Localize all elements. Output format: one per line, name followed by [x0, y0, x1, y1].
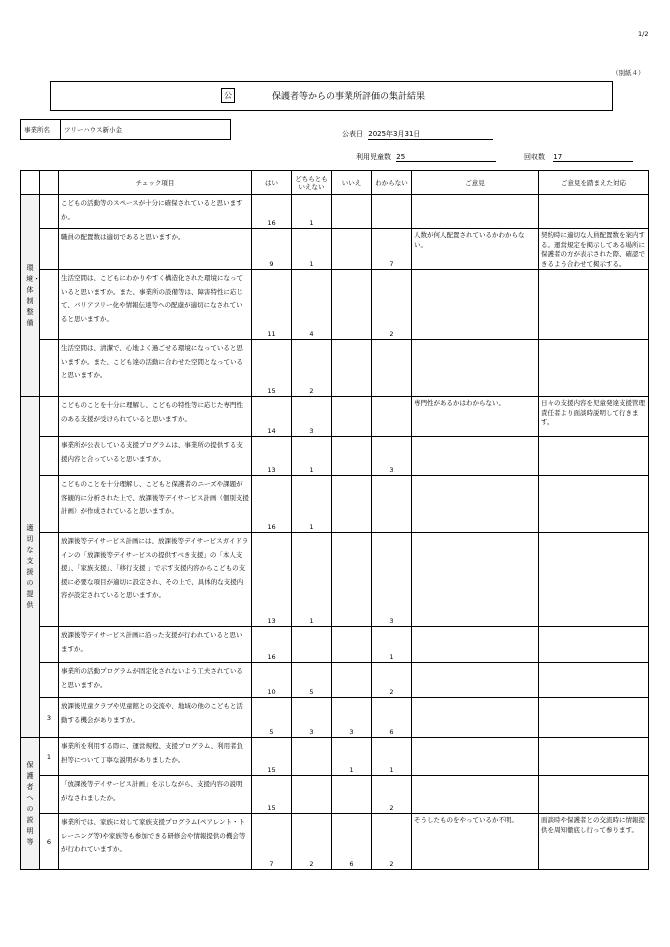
response-text: [539, 738, 649, 776]
count-yes: 14: [252, 397, 292, 437]
table-row: [21, 627, 649, 663]
office-label: 事業所名: [21, 120, 61, 140]
count-no: [332, 340, 372, 397]
count-yes: 15: [252, 340, 292, 397]
count-neither: 3: [292, 397, 332, 437]
response-text: [539, 698, 649, 738]
count-unknown: [372, 476, 412, 533]
header-no: いいえ: [332, 171, 372, 195]
check-item-text: 放課後等デイサービス計画に沿った支援が行われていると思いますか。: [59, 627, 252, 663]
count-no: [332, 663, 372, 698]
item-number: [40, 229, 59, 270]
table-row: [21, 195, 649, 229]
count-no: 1: [332, 738, 372, 776]
response-text: [539, 340, 649, 397]
table-row: [21, 270, 649, 340]
count-no: [332, 229, 372, 270]
count-unknown: 2: [372, 270, 412, 340]
office-table: [20, 119, 231, 140]
count-no: [332, 195, 372, 229]
opinion-text: [412, 776, 539, 814]
table-body: [21, 195, 649, 870]
count-unknown: 1: [372, 627, 412, 663]
count-neither: [292, 627, 332, 663]
item-number: [40, 270, 59, 340]
check-item-text: こどものことを十分理解し、こどもと保護者のニーズや課題が客観的に分析された上で、放課後等デイサービス計画（個別支援計画）が作成されていると思いますか。: [59, 476, 252, 533]
table-row: [21, 738, 649, 776]
attachment-label: （別紙４）: [612, 69, 645, 77]
response-text: [539, 663, 649, 698]
check-item-text: こどもの活動等のスペースが十分に確保されていると思いますか。: [59, 195, 252, 229]
children-count-label: 利用児童数: [356, 153, 391, 161]
opinion-text: [412, 270, 539, 340]
count-yes: 10: [252, 663, 292, 698]
count-no: 3: [332, 698, 372, 738]
count-no: [332, 776, 372, 814]
count-unknown: 2: [372, 776, 412, 814]
table-row: [21, 476, 649, 533]
count-unknown: 1: [372, 738, 412, 776]
count-no: [332, 437, 372, 476]
header-opinion: ご意見: [412, 171, 539, 195]
count-yes: 11: [252, 270, 292, 340]
check-item-text: こどものことを十分に理解し、こどもの特性等に応じた専門性のある支援が受けられていると思いますか。: [59, 397, 252, 437]
publication-date: 2025年3月31日: [368, 129, 493, 140]
item-number: 6: [40, 814, 59, 870]
header-neither: どちらとも いえない: [292, 171, 332, 195]
header-unknown: わからない: [372, 171, 412, 195]
count-unknown: 3: [372, 533, 412, 627]
count-neither: 1: [292, 533, 332, 627]
table-row: [21, 437, 649, 476]
check-item-text: 事業所の活動プログラムが固定化されないよう工夫されていると思いますか。: [59, 663, 252, 698]
opinion-text: そうしたものをやっているか不明。: [412, 814, 539, 870]
response-text: 契約時に適切な人員配置数を案内する。運営規定を掲示してある場所に保護者の方が表示された際、確認できるよう合わせて掲示する。: [539, 229, 649, 270]
count-neither: 3: [292, 698, 332, 738]
children-count: 25: [396, 153, 496, 162]
section-label: 適切な支援の提供: [21, 397, 40, 738]
table-row: [21, 533, 649, 627]
opinion-text: [412, 738, 539, 776]
header-check-item: チェック項目: [59, 171, 252, 195]
count-yes: 15: [252, 776, 292, 814]
check-item-text: 放課後児童クラブや児童館との交流や、地域の他のこどもと活動する機会がありますか。: [59, 698, 252, 738]
count-unknown: [372, 397, 412, 437]
count-unknown: 7: [372, 229, 412, 270]
item-number: 3: [40, 698, 59, 738]
count-yes: 7: [252, 814, 292, 870]
page-title: 保護者等からの事業所評価の集計結果: [272, 92, 426, 102]
opinion-text: 人数が何人配置されているかわからない。: [412, 229, 539, 270]
publication-date-row: [342, 129, 493, 140]
count-neither: 5: [292, 663, 332, 698]
count-yes: 5: [252, 698, 292, 738]
count-neither: 1: [292, 229, 332, 270]
evaluation-table: [20, 170, 649, 870]
header-response: ご意見を踏まえた対応: [539, 171, 649, 195]
count-unknown: 6: [372, 698, 412, 738]
response-text: [539, 270, 649, 340]
table-row: [21, 663, 649, 698]
count-unknown: 3: [372, 437, 412, 476]
title-mark: 公: [221, 88, 235, 103]
opinion-text: 専門性があるかはわからない。: [412, 397, 539, 437]
check-item-text: 「放課後等デイサービス計画」を示しながら、支援内容の説明がなされましたか。: [59, 776, 252, 814]
office-name: ツリーハウス新小金: [61, 120, 231, 140]
check-item-text: 事業所では、家族に対して家族支援プログラム(ペアレント・トレーニング等)や家族等も参加できる研修会や情報提供の機会等が行われていますか。: [59, 814, 252, 870]
opinion-text: [412, 627, 539, 663]
opinion-text: [412, 663, 539, 698]
item-number: [40, 476, 59, 533]
title-box: [50, 81, 613, 111]
count-no: [332, 476, 372, 533]
item-number: [40, 533, 59, 627]
count-no: [332, 627, 372, 663]
item-number: 1: [40, 738, 59, 776]
table-row: [21, 776, 649, 814]
count-no: [332, 533, 372, 627]
count-neither: [292, 738, 332, 776]
count-no: [332, 397, 372, 437]
responses-count-label: 回収数: [524, 153, 545, 161]
check-item-text: 生活空間は、こどもにわかりやすく構造化された環境になっていると思いますか。また、事業所の設備等は、障害特性に応じて、バリアフリー化や情報伝達等への配慮が適切になされていると思いますか。: [59, 270, 252, 340]
opinion-text: [412, 340, 539, 397]
response-text: 日々の支援内容を児童発達支援管理責任者より面談時説明して行きます。: [539, 397, 649, 437]
check-item-text: 事業所を利用する際に、運営規程、支援プログラム、利用者負担等について丁寧な説明がありましたか。: [59, 738, 252, 776]
opinion-text: [412, 698, 539, 738]
response-text: [539, 437, 649, 476]
opinion-text: [412, 533, 539, 627]
check-item-text: 生活空間は、清潔で、心地よく過ごせる環境になっていると思いますか。また、こども達の活動に合わせた空間となっていると思いますか。: [59, 340, 252, 397]
check-item-text: 放課後等デイサービス計画には、放課後等デイサービスガイドラインの「放課後等デイサービスの提供すべき支援」の「本人支援」、「家族支援」、「移行支援 」で示す支援内容からこどもの支援に必要な項目が適切に設定され、その上で、具体的な支援内容が設定されていると思いますか。: [59, 533, 252, 627]
count-yes: 16: [252, 627, 292, 663]
item-number: [40, 340, 59, 397]
response-text: [539, 776, 649, 814]
section-label: 環境・体制整備: [21, 195, 40, 397]
count-yes: 13: [252, 533, 292, 627]
response-text: [539, 627, 649, 663]
publication-date-label: 公表日: [342, 130, 363, 138]
response-text: [539, 476, 649, 533]
header-section: [21, 171, 40, 195]
responses-count-row: [524, 152, 633, 162]
header-row: [21, 171, 649, 195]
section-label: 保護者への説明等: [21, 738, 40, 870]
opinion-text: [412, 476, 539, 533]
count-neither: 2: [292, 814, 332, 870]
table-row: [21, 229, 649, 270]
item-number: [40, 663, 59, 698]
responses-count: 17: [553, 153, 633, 162]
table-row: [21, 340, 649, 397]
count-no: 6: [332, 814, 372, 870]
item-number: [40, 195, 59, 229]
item-number: [40, 776, 59, 814]
count-unknown: [372, 340, 412, 397]
item-number: [40, 437, 59, 476]
header-number: [40, 171, 59, 195]
count-neither: [292, 776, 332, 814]
response-text: [539, 195, 649, 229]
count-neither: 4: [292, 270, 332, 340]
count-yes: 13: [252, 437, 292, 476]
opinion-text: [412, 437, 539, 476]
count-yes: 16: [252, 195, 292, 229]
response-text: [539, 533, 649, 627]
count-unknown: 2: [372, 814, 412, 870]
response-text: 面談時や保護者との交流時に情報提供を周知徹底し行って参ります。: [539, 814, 649, 870]
table-row: [21, 397, 649, 437]
count-yes: 9: [252, 229, 292, 270]
count-neither: 2: [292, 340, 332, 397]
count-unknown: [372, 195, 412, 229]
check-item-text: 事業所が公表している支援プログラムは、事業所の提供する支援内容と合っていると思いますか。: [59, 437, 252, 476]
table-row: [21, 814, 649, 870]
count-neither: 1: [292, 195, 332, 229]
item-number: [40, 627, 59, 663]
page-number: 1/2: [638, 30, 649, 38]
count-no: [332, 270, 372, 340]
count-yes: 15: [252, 738, 292, 776]
count-neither: 1: [292, 437, 332, 476]
count-unknown: 2: [372, 663, 412, 698]
table-row: [21, 698, 649, 738]
check-item-text: 職員の配置数は適切であると思いますか。: [59, 229, 252, 270]
count-neither: 1: [292, 476, 332, 533]
children-count-row: [356, 152, 496, 162]
header-yes: はい: [252, 171, 292, 195]
item-number: [40, 397, 59, 437]
count-yes: 16: [252, 476, 292, 533]
opinion-text: [412, 195, 539, 229]
